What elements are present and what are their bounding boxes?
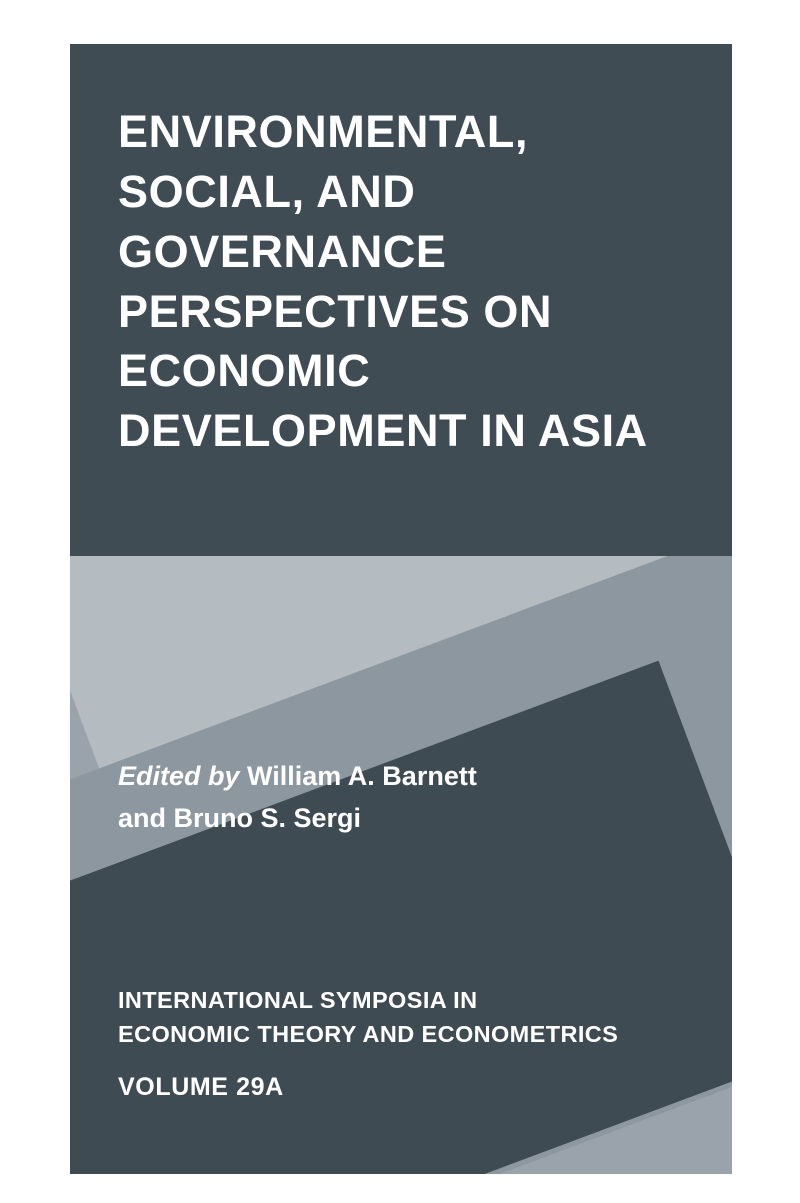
volume-number: VOLUME 29A xyxy=(118,1073,284,1101)
cover-artwork xyxy=(70,44,732,1174)
series-title-line-2: ECONOMIC THEORY AND ECONOMETRICS xyxy=(118,1020,619,1047)
series-info xyxy=(118,984,698,1102)
editors-credit xyxy=(118,756,678,840)
edited-by-label: Edited by xyxy=(118,761,240,791)
book-title: ENVIRONMENTAL, SOCIAL, AND GOVERNANCE PERSPECTIVES ON ECONOMIC DEVELOPMENT IN ASIA xyxy=(118,106,648,457)
editor-name-primary: William A. Barnett xyxy=(247,761,477,791)
series-title-line-1: INTERNATIONAL SYMPOSIA IN xyxy=(118,987,478,1014)
editor-name-secondary: and Bruno S. Sergi xyxy=(118,802,362,833)
